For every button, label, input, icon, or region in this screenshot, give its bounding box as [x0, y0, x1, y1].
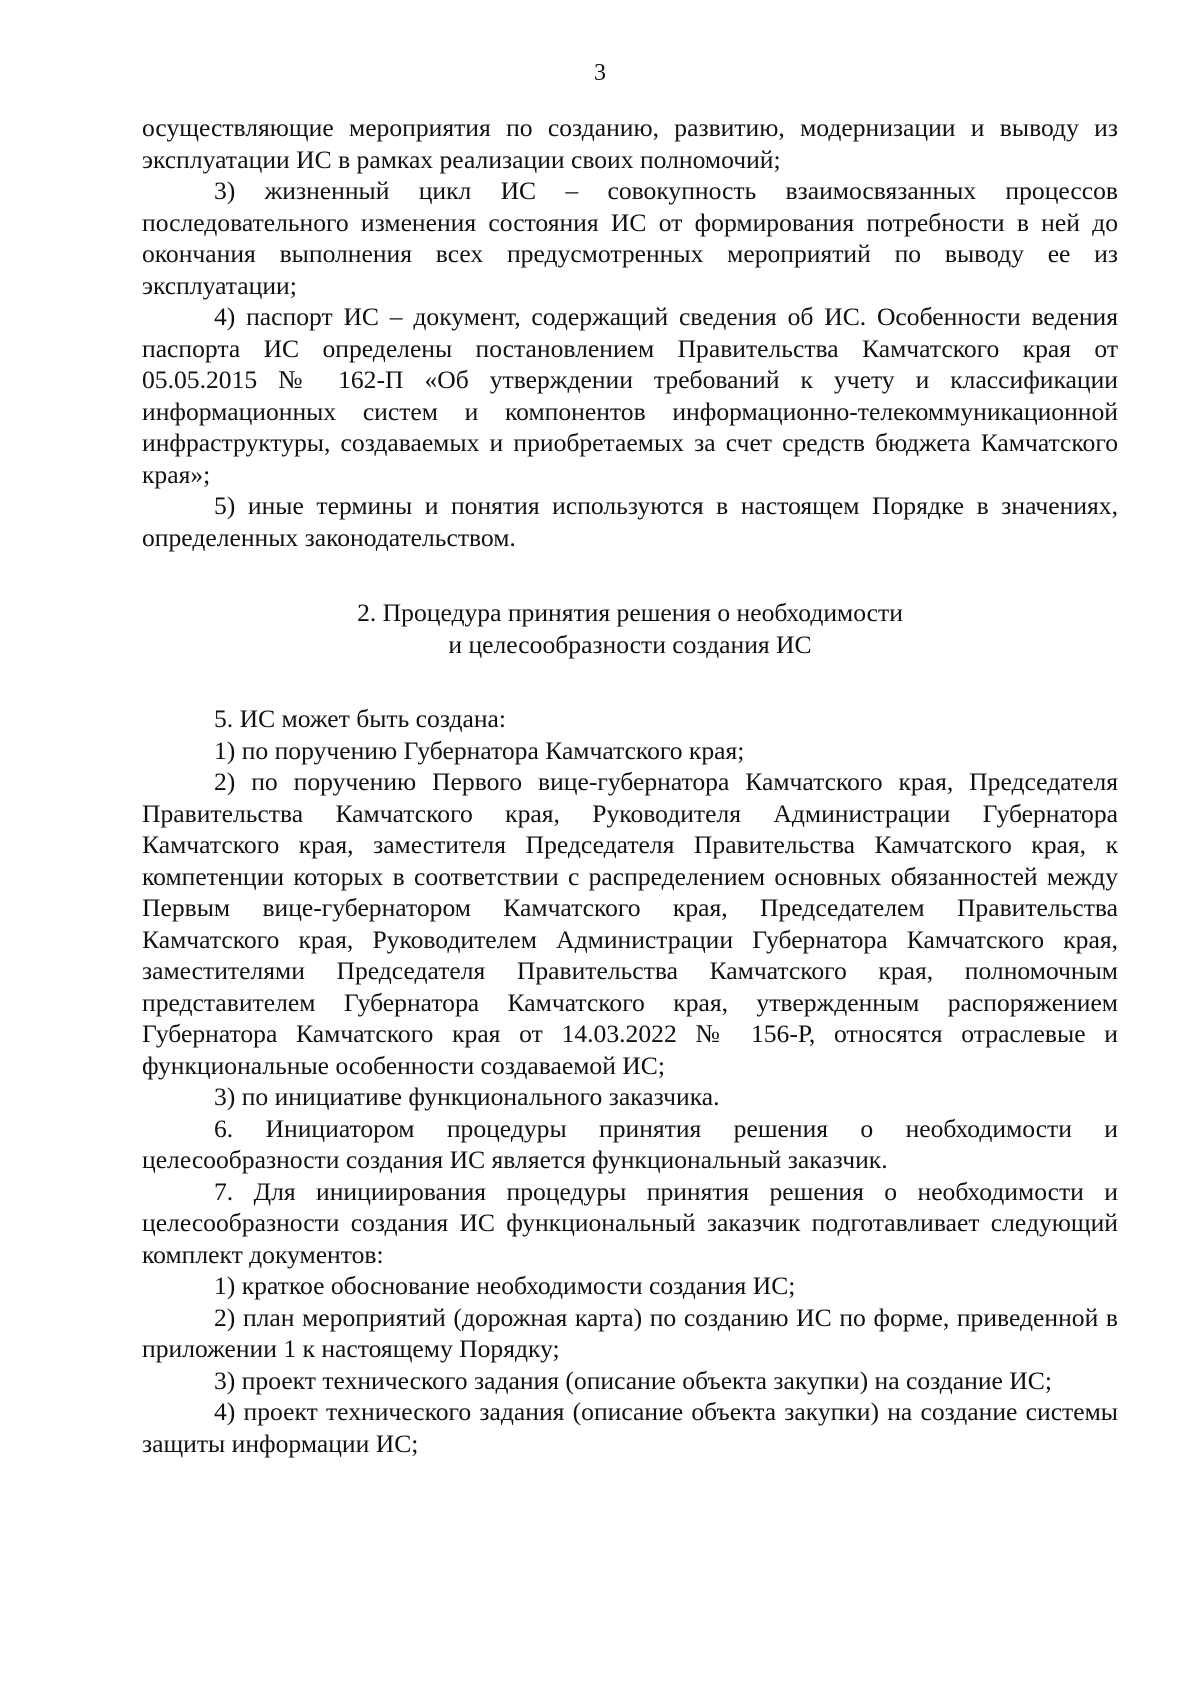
section-heading-line-2: и целесообразности создания ИС: [448, 629, 812, 659]
paragraph-item-5: 5. ИС может быть создана:: [214, 704, 507, 733]
spacer: [142, 660, 1118, 703]
section-heading: [142, 597, 1118, 660]
paragraph-item-6: 6. Инициатором процедуры принятия решения о необходимости и целесообразности создания ИС является функциональный заказчик.: [142, 1113, 1118, 1174]
document-body: [142, 112, 1118, 1459]
paragraph-item-7: 7. Для инициирования процедуры принятия решения о необходимости и целесообразности создания ИС функциональный заказчик подготавливает следующий комплект документов:: [142, 1176, 1118, 1269]
section-heading-line-1: 2. Процедура принятия решения о необходимости: [357, 598, 903, 627]
paragraph-item-5-2: 2) по поручению Первого вице-губернатора Камчатского края, Председателя Правительства Камчатского края, Руководителя Администрации Губернатора Камчатского края, заместителя Председателя Правительства Камчатского края, к компетенции которых в соответствии с распределением основных обязанностей между Первым вице-губернатором Камчатского края, Председателем Правительства Камчатского края, Руководителем Администрации Губернатора Камчатского края, заместителями Председателя Правительства Камчатского края, полномочным представителем Губернатора Камчатского края, утвержденным распоряжением Губернатора Камчатского края от 14.03.2022 № 156-Р, относятся отраслевые и функциональные особенности создаваемой ИС;: [142, 767, 1118, 1080]
paragraph-other-terms: 5) иные термины и понятия используются в настоящем Порядке в значениях, определенных законодательством.: [142, 491, 1118, 552]
paragraph-item-7-2: 2) план мероприятий (дорожная карта) по созданию ИС по форме, приведенной в приложении 1 к настоящему Порядку;: [142, 1302, 1118, 1363]
paragraph-item-5-3: 3) по инициативе функционального заказчика.: [214, 1082, 720, 1111]
paragraph-life-cycle-definition: 3) жизненный цикл ИС – совокупность взаимосвязанных процессов последовательного изменения состояния ИС от формирования потребности в ней до окончания выполнения всех предусмотренных мероприятий по выводу ее из эксплуатации;: [142, 176, 1118, 300]
paragraph-item-7-3: 3) проект технического задания (описание объекта закупки) на создание ИС;: [214, 1365, 1052, 1395]
paragraph-item-7-4: 4) проект технического задания (описание объекта закупки) на создание системы защиты информации ИС;: [142, 1397, 1118, 1458]
paragraph-continuation: осуществляющие мероприятия по созданию, развитию, модернизации и выводу из эксплуатации ИС в рамках реализации своих полномочий;: [142, 113, 1118, 174]
spacer: [142, 553, 1118, 597]
paragraph-item-5-1: 1) по поручению Губернатора Камчатского края;: [214, 735, 745, 765]
paragraph-item-7-1: 1) краткое обоснование необходимости создания ИС;: [214, 1271, 796, 1300]
paragraph-passport-definition: 4) паспорт ИС – документ, содержащий сведения об ИС. Особенности ведения паспорта ИС определены постановлением Правительства Камчатского края от 05.05.2015 № 162-П «Об утверждении требований к учету и классификации информационных систем и компонентов информационно-телекоммуникационной инфраструктуры, создаваемых и приобретаемых за счет средств бюджета Камчатского края»;: [142, 302, 1118, 489]
page-number: 3: [594, 60, 606, 86]
